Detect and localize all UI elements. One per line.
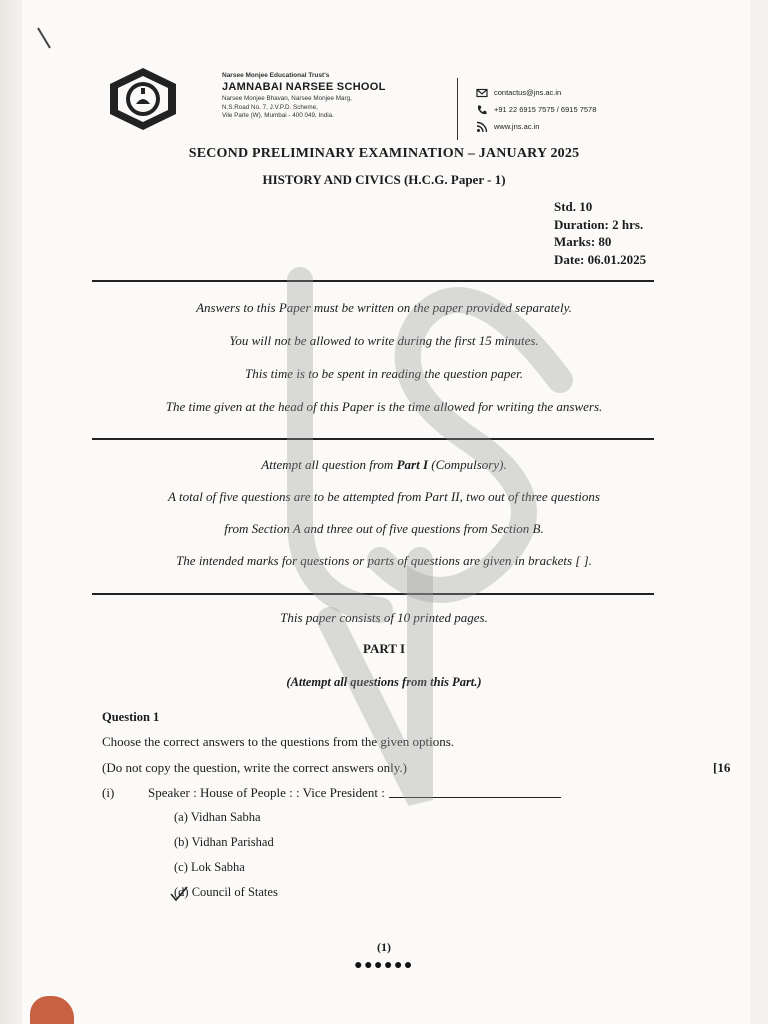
phone-icon (476, 104, 488, 116)
instruction-line: This time is to be spent in reading the question paper. (245, 366, 523, 381)
exam-meta (554, 198, 646, 268)
school-logo-icon (106, 66, 180, 132)
page-number: (1) (377, 940, 391, 954)
contact-phone-row[interactable] (476, 101, 596, 118)
instruction-line: The intended marks for questions or parts of questions are given in brackets [ ]. (176, 553, 592, 568)
part-title: PART I (362, 641, 406, 656)
answer-option: (d) Council of States (174, 885, 278, 899)
instruction-line: You will not be allowed to write during the first 15 minutes. (229, 333, 539, 348)
exam-title: SECOND PRELIMINARY EXAMINATION – JANUARY 2025 (188, 146, 580, 161)
header-divider (457, 78, 458, 140)
address-line-3: Vile Parle (W), Mumbai - 400 049, India. (222, 112, 334, 119)
contact-website-row[interactable] (476, 118, 596, 135)
answer-blank (389, 785, 561, 798)
answer-option: (c) Lok Sabha (174, 860, 245, 874)
contact-website: www.jns.ac.in (494, 122, 540, 131)
instruction-emphasis: Part I (396, 457, 428, 472)
address-line-1: Narsee Monjee Bhavan, Narsee Monjee Marg, (222, 95, 352, 102)
divider-rule (92, 438, 654, 440)
contact-block (476, 84, 596, 135)
question-instruction: Choose the correct answers to the questions from the given options. (102, 734, 455, 749)
instruction-line: The time given at the head of this Paper is the time allowed for writing the answers. (165, 399, 603, 414)
instruction-line: from Section A and three out of five questions from Section B. (224, 521, 544, 536)
answer-option: (a) Vidhan Sabha (174, 810, 261, 824)
sub-question-number: (i) (102, 785, 115, 800)
email-icon (476, 87, 488, 99)
divider-rule (92, 280, 654, 282)
question-heading: Question 1 (102, 710, 160, 724)
school-name: JAMNABAI NARSEE SCHOOL (222, 81, 386, 93)
duration-label: Duration: 2 hrs. (554, 216, 644, 232)
handwritten-tick-icon (168, 885, 190, 903)
subject-title: HISTORY AND CIVICS (H.C.G. Paper - 1) (262, 172, 506, 187)
part-note: (Attempt all questions from this Part.) (286, 675, 482, 689)
sub-question (102, 785, 561, 801)
pages-note: This paper consists of 10 printed pages. (280, 610, 488, 625)
contact-phone: +91 22 6915 7575 / 6915 7578 (494, 105, 597, 114)
instruction-line (0, 457, 768, 473)
instruction-text: (Compulsory). (428, 457, 507, 472)
std-label: Std. 10 (554, 199, 593, 214)
instruction-text: Attempt all question from (261, 457, 397, 472)
marks-label: Marks: 80 (554, 234, 612, 249)
rss-icon (476, 121, 488, 133)
question-marks: [16 (713, 760, 731, 775)
pen-stroke-mark (36, 26, 54, 52)
school-details (222, 72, 462, 121)
contact-email-row[interactable] (476, 84, 596, 101)
answer-option: (b) Vidhan Parishad (174, 835, 274, 849)
date-label: Date: 06.01.2025 (554, 251, 647, 267)
contact-email: contactus@jns.ac.in (494, 88, 562, 97)
footer-dots: ●●●●●● (354, 958, 414, 973)
instruction-line: A total of five questions are to be attempted from Part II, two out of three questions (168, 489, 600, 504)
address-line-2: N.S.Road No. 7, J.V.P.D. Scheme, (222, 103, 318, 111)
divider-rule (92, 593, 654, 595)
sub-question-text: Speaker : House of People : : Vice President : (148, 785, 385, 800)
question-instruction: (Do not copy the question, write the correct answers only.) (102, 760, 407, 775)
instruction-line: Answers to this Paper must be written on the paper provided separately. (196, 300, 572, 315)
trust-name: Narsee Monjee Educational Trust's (222, 72, 330, 79)
